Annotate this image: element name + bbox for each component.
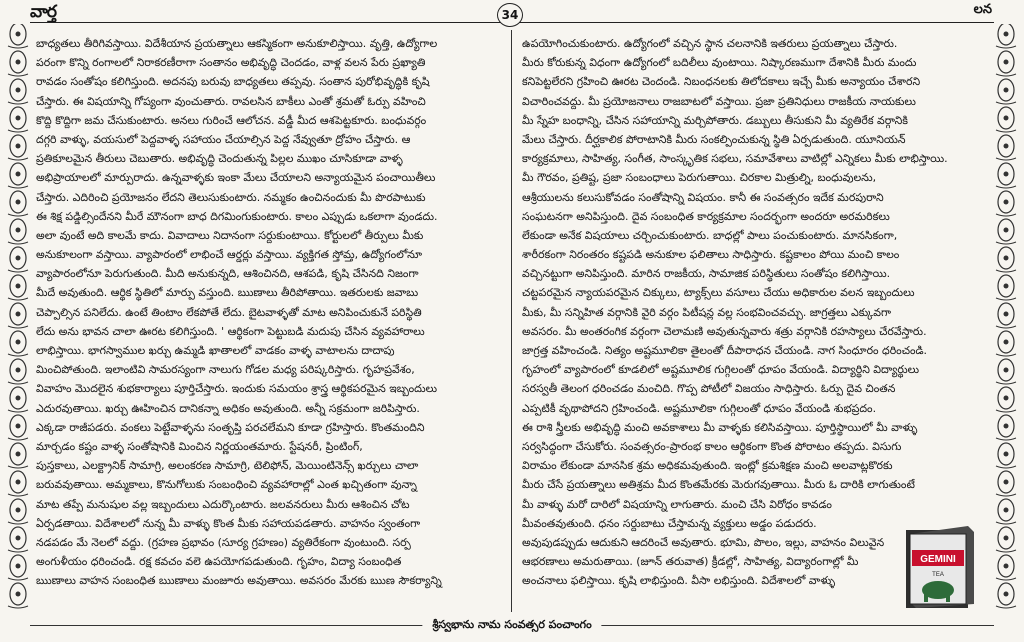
text-line: అనుకూలంగా వస్తాయి. వ్యాపారంలో లాభించే ఆర్డర్లు వస్తాయి. వ్యక్తిగత స్తోమ్త, ఉద్యోగంలోనూ: [36, 248, 422, 262]
text-line: చట్టపరమైన న్యాయపరమైన చిక్కులు, ట్యాక్స్‌లు వసూలు చేయు అధికారుల వలన ఇబ్బందులు: [522, 286, 915, 300]
ornamental-border-right: [992, 24, 1020, 620]
ornament-dot: [1004, 60, 1009, 65]
ornamental-border-left: [4, 24, 32, 620]
ornament-leaf: [996, 158, 1016, 160]
ornament-dot: [1004, 452, 1009, 457]
text-line: ఆభరణాలు అమరుతాయి. (జూన్ తరువాత) క్రీడల్లో, సాహిత్య, విద్యారంగాల్లో మీ: [522, 555, 859, 569]
text-line: కొద్ది కొద్దిగా జమ చేసుకుంటారు. అనలు గురించే ఆలోచన. వడ్డీ మీద ఆశపెట్టకూరు. బంధువర్గం: [36, 113, 427, 127]
page-number: 34: [497, 3, 523, 27]
ornament-dot: [16, 284, 21, 289]
text-line: అభిప్రాయాలలో మార్పురాదు. ఉన్నవాళ్ళకు ఇంకా మేలు చేయాలని అన్యాయమైన పంచాయితీలు: [36, 171, 436, 185]
text-line: శారీరకంగా నిరంతరం కష్టపడి అనుకూల ఫలితాలు సాధిస్తారు. కష్టకాలం పోయి మంచి కాలం: [522, 248, 900, 262]
ornament-leaf: [996, 550, 1016, 552]
footer-title: శ్రీస్వభాను నామ సంవత్సర పంచాంగం: [422, 618, 601, 634]
ornament-leaf: [8, 382, 28, 384]
text-line: అవుపుడప్పుడు ఆదుకుని ఆదరించే అవుతారు. భూమి, పొలం, ఇల్లు, వాహనం విలువైన: [522, 535, 885, 549]
text-line: నడపడం మే నెలలో వద్దు. (గ్రహణ ప్రభావం (సూర్య గ్రహణం) వ్యతిరేకంగా వుంటుంది. సర్ప: [36, 535, 411, 549]
ornament-leaf: [8, 606, 28, 608]
text-line: బరువవుతాయి. అమ్మకాలు, కొనుగోలుకు సంబంధించి వ్యవహారాల్లో ఎంత ఖచ్చితంగా వున్నా: [36, 478, 417, 492]
ornament-dot: [16, 60, 21, 65]
ornament-leaf: [996, 102, 1016, 104]
text-line: బాధ్యతలు తీరిగివస్తాయి. విదేశీయాన ప్రయత్నాలు ఆకస్మికంగా అనుకూలిస్తాయి. వృత్తి, ఉద్యోగాల: [36, 37, 438, 50]
ornament-leaf: [996, 438, 1016, 440]
ornament-dot: [1004, 564, 1009, 569]
text-line: లాభిస్తాయి. భాగస్వాముల ఖర్చు ఉమ్మడి ఖాతాలలో వాడకం వాళ్ళ వాటాలను దాదాపు: [36, 344, 395, 357]
ornament-leaf: [8, 298, 28, 300]
ad-elephant-leg: [946, 594, 950, 602]
text-line: ఎప్పటికీ వృథాపోదని గ్రహించండి. అష్టమూలికా గుగ్గిలంతో ధూపం వేయండి శుభప్రదం.: [522, 401, 877, 415]
ornament-dot: [16, 172, 21, 177]
ornament-dot: [1004, 256, 1009, 261]
header-corner-text: లన: [973, 2, 992, 17]
ornament-dot: [1004, 144, 1009, 149]
masthead-logo: వార్త: [30, 2, 56, 22]
ornament-dot: [16, 256, 21, 261]
ornament-leaf: [996, 270, 1016, 272]
text-line: ప్రతికూలమైన తీరులు చెబుతారు. అభివృద్ధి చెందుతున్న పిల్లల ముఖం చూసికూడా వాళ్ళ: [36, 152, 403, 166]
ornament-leaf: [8, 550, 28, 552]
ornament-leaf: [8, 410, 28, 412]
text-line: విరామం లేకుండా మానసిక శ్రమ అధికమవుతుంది. ఇంట్లో క్రమశిక్షణ మంచి అలవాట్లకొరకు: [522, 459, 893, 473]
ornament-dot: [16, 424, 21, 429]
ornament-leaf: [8, 102, 28, 104]
text-line: సరస్వతీ తెలంగ ధరించడం మంచిది. గొప్ప పోటీలో విజయం సాధిస్తారు. ఓర్పు దైవ చింతన: [522, 382, 896, 396]
text-line: మీవంతవుతుంది. ధనం సర్దుబాటు చేస్తామన్న వ్యక్తులు అడ్డం పడుదరు.: [522, 516, 817, 530]
ornament-dot: [16, 452, 21, 457]
ornament-dot: [1004, 32, 1009, 37]
ornament-leaf: [996, 354, 1016, 356]
text-line: విచారించవద్దు. మీ ప్రయోజనాలు రాజబాటలో వస్తాయి. ప్రజా ప్రతినిధులు రాజకీయ నాయకులు: [522, 94, 916, 108]
ornament-leaf: [8, 494, 28, 496]
text-line: అలా వుంటే అది కాలమే కాదు. వివాదాలు నిదానంగా సర్దుకుంటాయి. కోర్టులలో తీర్పులు మీకు: [36, 228, 424, 242]
text-line: వ్యాపారంలోనూ పెరుగుతుంది. మీది అనుకున్నది, ఆశించినది, ఆశపడి, కృషి చేసినది నిజంగా: [36, 267, 419, 281]
text-line: లేకుండా అనేక విషయాలు చర్చించుకుంటారు. బాధల్లో పాలు పంచుకుంటారు. మానసికంగా,: [522, 228, 898, 242]
text-line: మీదే అవుతుంది. ఆర్థిక స్థితిలో మార్పు వస్తుంది. ఋణాలు తీరిపోతాయి. ఇతరులకు జవాబు: [36, 286, 419, 300]
ornament-dot: [16, 116, 21, 121]
text-line: చేస్తారు. ఈ విషయాన్ని గోప్యంగా వుంచుతారు. రావలసిన బాకీలు ఎంతో శ్రమతో ఓర్పు వహించి: [36, 94, 426, 108]
text-line: పరంగా కొన్ని రంగాలలో నిరాకరణీరాగా సంతానం అభివృద్ధి చెందడం, వాళ్ల వలన పేరు ప్రఖ్యాతి: [36, 56, 426, 70]
text-line: మించిపోతుంది. ఇలాంటివి సామరస్యంగా నాలుగు గోడల మధ్య పరిష్కరిస్తారు. గృహప్రవేశం,: [36, 363, 415, 377]
gemini-tea-ad: [902, 520, 978, 612]
text-line: అవసరం. మీ అంతరంగిక వర్గంగా చెలామణి అవుతున్నవారు శత్రు వర్గానికి రహస్యాలు చేరవేస్తారు.: [522, 324, 927, 338]
ornament-dot: [16, 396, 21, 401]
ornament-dot: [16, 480, 21, 485]
ornament-dot: [16, 564, 21, 569]
text-line: సర్వసిద్ధంగా చేసుకోరు. సంవత్సరం-ప్రారంభ కాలం ఆర్థికంగా కొంత పోరాటం తప్పదు. విసుగు: [522, 439, 902, 453]
ornament-leaf: [8, 158, 28, 160]
text-line: మీ వాళ్ళు మరో దారిలో విషయాన్ని లాగుతారు. మంచి చేసి విరోధం కావడం: [522, 497, 832, 511]
ornament-dot: [1004, 480, 1009, 485]
ornament-leaf: [996, 130, 1016, 132]
ornament-dot: [16, 536, 21, 541]
text-line: చేస్తారు. ఎదిరించి ప్రయోజనం లేదని తెలుసుకుంటారు. నమ్మకం ఉంచినందుకు మీ పొరపాటుకు: [36, 190, 426, 204]
ornament-dot: [1004, 312, 1009, 317]
text-line: మార్చడం కష్టం వాళ్ళ సంతోషానికి మించిన నిర్ణయంతమారు. స్టేషనరీ, ప్రింటింగ్,: [36, 439, 363, 453]
article-column-left: [36, 34, 500, 590]
ornament-leaf: [8, 242, 28, 244]
text-line: ఎక్కడా రాజీపడరు. వంకలు పెట్టేవాళ్ళను సంతృప్తి పరచలేమని కూడా గ్రహిస్తారు. కొంతమందిని: [36, 420, 425, 434]
ornament-leaf: [996, 214, 1016, 216]
text-line: కనిపెట్టలేరని గ్రహించి ఊరట చెందండి. నిబంధనలకు తిలోదకాలు ఇచ్చే మీకు అన్యాయం చేశారని: [522, 75, 921, 89]
ornament-dot: [16, 200, 21, 205]
ornament-dot: [16, 228, 21, 233]
text-line: వివాహం మొదలైన శుభకార్యాలు పూర్తిచేస్తారు. ఇందుకు సమయం శ్రాస్త్ర ఆర్థికపరమైన ఇబ్బందులు: [36, 382, 438, 396]
text-line: పుస్తకాలు, ఎలక్ట్రానిక్ సామాగ్రి, అలంకరణ సామాగ్రి, టెలిఫోన్, మెయింటినెన్స్ ఖర్చులు చాలా: [36, 459, 419, 473]
ad-elephant-leg: [924, 594, 928, 602]
ornament-dot: [16, 32, 21, 37]
ornament-dot: [1004, 424, 1009, 429]
ornament-dot: [16, 312, 21, 317]
text-line: మీరు కోరుకున్న విధంగా ఉద్యోగంలో బదిలీలు వుంటాయి. నిష్కారణముగా దేశానికి మీరు మందు: [522, 56, 917, 70]
column-divider: [511, 30, 512, 612]
ornament-leaf: [996, 410, 1016, 412]
ornament-leaf: [8, 46, 28, 48]
ornament-leaf: [8, 186, 28, 188]
text-line: మీ గౌరవం, ప్రతిష్ట, ప్రజా సంబంధాలు పెరుగుతాయి. చిరకాల మిత్రుల్ని, బంధువులను,: [522, 171, 877, 185]
text-line: మీరు చేసే ప్రయత్నాలు అతిశ్రమ మీద కొంతమేరకు మెరుగవుతాయి. మీరు ఓ దారికి లాగుతుంటే: [522, 478, 915, 492]
text-line: గృహంలో వ్యాపారంలో కూడలిలో అష్టమూలిక గుగ్గిలంతో ధూపం వేయండి. విద్యార్థిని విద్యార్థులు: [522, 363, 920, 377]
ornament-dot: [1004, 536, 1009, 541]
ornament-dot: [1004, 368, 1009, 373]
ornament-leaf: [996, 186, 1016, 188]
ad-brand-name: GEMINI: [920, 554, 956, 565]
text-line: ఆశ్రీయులను కలుసుకోవడం సంతోషాన్ని విషయం. కానీ ఈ సంవత్సరం ఇదేక మరపురాని: [522, 190, 884, 204]
ornament-leaf: [996, 242, 1016, 244]
ornament-leaf: [8, 522, 28, 524]
ornament-leaf: [8, 438, 28, 440]
ornament-dot: [1004, 228, 1009, 233]
text-line: ఉపయోగించుకుంటారు. ఉద్యోగంలో వచ్చిన స్థాన చలనానికి ఇతరులు ప్రయత్నాలు చేస్తారు.: [522, 37, 898, 50]
text-line: మీ స్నేహ బంధాన్ని, చేసిన సహాయాన్ని మర్చిపోతారు. డబ్బులు తీసుకుని మీ వ్యతిరేక వర్గానికి: [522, 113, 908, 127]
ornament-leaf: [996, 326, 1016, 328]
ornament-dot: [1004, 396, 1009, 401]
ornament-dot: [1004, 508, 1009, 513]
ornament-leaf: [996, 466, 1016, 468]
text-line: దగ్గరి వాళ్ళు, వయసులో పెద్దవాళ్ళ సహాయం చేయాల్సిన పెద్ద నేవ్వుతూ ద్రోహం చేస్తారు. ఆ: [36, 132, 411, 146]
page-footer: [30, 614, 994, 636]
text-line: జాగ్రత్త వహించండి. నిత్యం అష్టమూలికా తైలంతో దీపారాధన చేయండి. నాగ సింధూరం ధరించండి.: [522, 344, 928, 357]
text-line: మాట తప్పే మనుషుల వల్ల ఇబ్బందులు ఎదుర్కొంటారు. జలవనరులు మీరు ఆశించిన చోట: [36, 497, 410, 511]
text-line: ఎదురవుతాయి. ఖర్చు ఊహించిన దానికన్నా అధికం అవుతుంది. అన్నీ సక్రమంగా జరిపిస్తారు.: [36, 401, 420, 415]
ornament-leaf: [8, 270, 28, 272]
ornament-leaf: [8, 214, 28, 216]
text-line: ఈ శిక్ష పడ్డిల్సిందేనని మీరే మౌనంగా బాధ దిగమింగుకుంటారు. కాలం ఎప్పుడు ఒకలాగా వుండదు.: [36, 209, 438, 223]
ornament-dot: [16, 144, 21, 149]
ornament-leaf: [8, 354, 28, 356]
ornament-dot: [1004, 284, 1009, 289]
ornament-leaf: [8, 130, 28, 132]
ornament-leaf: [996, 74, 1016, 76]
text-line: సంఘటనగా అనిపిస్తుంది. దైవ సంబంధిత కార్యక్రమాల సందర్భంగా అందరూ అరమరికలు: [522, 209, 890, 223]
ornament-leaf: [8, 326, 28, 328]
text-line: ఈ రాశి స్త్రీలకు అభివృద్ధి మంచి అవకాశాలు మీ వాళ్ళకు కలిసివస్తాయి. పూర్తిస్థాయిలో మీ వాళ్ళు: [522, 420, 918, 434]
text-line: లేదు అను భావన చాలా ఊరట కలిగిస్తుంది. ' ఆర్థికంగా పెట్టుబడి మదుపు చేసిన వ్యవహారాలు: [36, 324, 425, 338]
ornament-leaf: [996, 298, 1016, 300]
text-line: అంచనాలు ఫలిస్తాయి. కృషి లాభిస్తుంది. వీసా లభిస్తుంది. విదేశాలలో వాళ్ళు: [522, 574, 836, 588]
text-line: చెప్పాల్సిన పనిలేదు. ఉంటే తింటాం లేకపోతే లేదు. బైటవాళ్ళతో మాట అనిపించుకునే పరిస్థితి: [36, 305, 422, 319]
ornament-dot: [1004, 88, 1009, 93]
ad-brand-subtext: TEA: [932, 572, 944, 578]
ornament-dot: [16, 368, 21, 373]
ornament-leaf: [996, 522, 1016, 524]
ornament-leaf: [996, 578, 1016, 580]
ornament-leaf: [8, 74, 28, 76]
ornament-dot: [16, 592, 21, 597]
text-line: రావడం సంతోషం కలిగిస్తుంది. అదనపు బరువు బాధ్యతలు తప్పవు. సంతాన పురోభివృద్ధికి కృషి: [36, 75, 430, 89]
ornament-dot: [16, 508, 21, 513]
ornament-dot: [1004, 200, 1009, 205]
ornament-leaf: [996, 606, 1016, 608]
text-line: మేలు చేస్తారు. దీర్ఘకాలిక పోరాటానికి మీరు సంకల్పించుకున్న స్థితి ఏర్పడుతుంది. యూనియన్: [522, 132, 906, 146]
ornament-dot: [1004, 116, 1009, 121]
text-line: మీకు, మీ సన్నిహిత వర్గానికి వైరి వర్గం పిటీషన్ల వల్ల సంభవించవచ్చు. జాగ్రత్తలు ఎక్కువగా: [522, 305, 892, 319]
article-column-right: [522, 34, 984, 590]
ornament-leaf: [8, 578, 28, 580]
text-line: అంగుళీయం ధరించండి. రక్ష కవచం వలె ఉపయోగపడుతుంది. గృహం, విద్యా సంబంధిత: [36, 555, 402, 569]
ornament-dot: [1004, 592, 1009, 597]
text-line: కార్యక్రమాలు, సాహిత్య, సంగీత, సాంస్కృతిక సభలు, సమావేశాలు వాటిల్లో ఎన్నికలు మీకు లాభిస్తాయి.: [522, 152, 948, 166]
ornament-dot: [1004, 340, 1009, 345]
ornament-leaf: [996, 494, 1016, 496]
text-line: ఏర్పడతాయి. విదేశాలలో నున్న మీ వాళ్ళు కొంత మీకు సహాయపడతారు. వాహనం స్వంతంగా: [36, 516, 421, 530]
ornament-dot: [16, 340, 21, 345]
text-line: వచ్చినట్టుగా అనిపిస్తుంది. మారిన రాజకీయ, సామాజిక పరిస్థితులు సంతోషం కలిగిస్తాయి.: [522, 267, 891, 281]
ornament-leaf: [996, 382, 1016, 384]
ornament-dot: [16, 88, 21, 93]
text-line: ఋణాలు వాహన సంబంధిత ఋణాలు మంజూరు అవుతాయి. అవసరం మేరకు ఋణ సౌకర్యాన్ని: [36, 574, 442, 588]
ornament-leaf: [996, 46, 1016, 48]
ornament-dot: [1004, 172, 1009, 177]
ornament-leaf: [8, 466, 28, 468]
